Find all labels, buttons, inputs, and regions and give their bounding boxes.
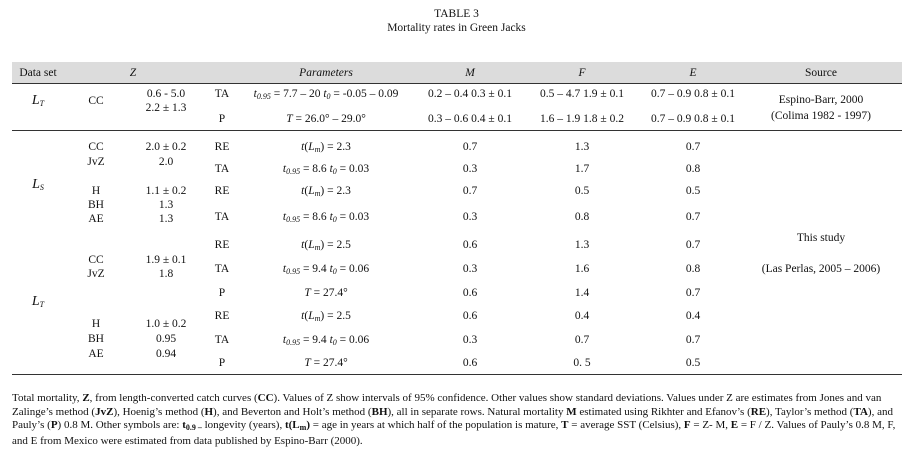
m-method: P [218,287,226,299]
parameter-value: T = 27.4° [304,287,348,299]
e-value: 0.7 – 0.9 0.8 ± 0.1 [651,88,735,100]
header-z: Z [129,67,137,79]
m-method: RE [214,239,230,251]
e-value: 0.5 [685,357,701,369]
f-value: 0.4 [574,310,590,322]
e-value: 0.7 [685,211,701,223]
e-value: 0.8 [685,163,701,175]
parameter-value: $t(L_m) = 2.5$ [301,239,351,252]
f-value: 0.7 [574,334,590,346]
source-text: (Las Perlas, 2005 – 2006) [761,263,881,275]
m-value: 0.3 [462,211,478,223]
parameter-value: $t_{0.95} = 9.4$ $t_0 = 0.06$ [282,334,370,347]
m-value: 0.3 [462,334,478,346]
m-method: RE [214,185,230,197]
parameter-value: $t_{0.95} = 9.4$ $t_0 = 0.06$ [282,263,370,276]
header-row [12,62,902,83]
method-label: AE [88,213,104,225]
data-set-label-lt-1: $L_T$ [31,93,45,108]
parameter-value: $t_{0.95} = 7.7 - 20$ $t_0 = -0.05 - 0.09$ [253,88,399,101]
z-value: 1.8 [158,268,174,280]
m-value: 0.7 [462,141,478,153]
header-m: M [465,67,475,79]
data-set-label-ls: $L_S$ [32,177,44,192]
parameter-value: $t_{0.95} = 8.6$ $t_0 = 0.03$ [282,163,370,176]
source-text: Espino-Barr, 2000 [778,94,864,106]
method-label: BH [88,199,104,211]
z-value: 0.94 [155,348,177,360]
e-value: 0.5 [685,185,701,197]
f-value: 1.3 [574,141,590,153]
header-parameters: Parameters [299,67,353,79]
method-label: H [91,185,101,197]
m-value: 0.3 [462,163,478,175]
method-label: JvZ [87,156,105,168]
source-text: This study [796,232,846,244]
z-value: 1.0 ± 0.2 [145,318,187,330]
parameter-value: T = 27.4° [304,357,348,369]
m-method: TA [214,211,230,223]
header-data-set: Data set [19,67,57,79]
header-e: E [689,67,697,79]
parameter-value: $t_{0.95} = 8.6$ $t_0 = 0.03$ [282,211,370,224]
e-value: 0.7 – 0.9 0.8 ± 0.1 [651,113,735,125]
bottom-rule [12,374,902,375]
m-method: RE [214,310,230,322]
header-source: Source [805,67,837,79]
e-value: 0.7 [685,141,701,153]
parameter-value: $t(L_m) = 2.3$ [301,141,351,154]
z-value: 0.6 - 5.0 [146,88,186,100]
z-value: 2.2 ± 1.3 [145,102,187,114]
e-value: 0.4 [685,310,701,322]
z-value: 0.95 [155,333,177,345]
data-set-label-lt-2: $L_T$ [31,294,45,309]
z-value: 2.0 [158,156,174,168]
table-title: Mortality rates in Green Jacks [387,22,526,34]
z-value: 1.1 ± 0.2 [145,185,187,197]
m-value: 0.6 [462,287,478,299]
f-value: 0.8 [574,211,590,223]
method-label: H [91,318,101,330]
group-rule [12,130,902,131]
m-value: 0.6 [462,357,478,369]
m-method: P [218,113,226,125]
method-label: CC [88,254,104,266]
parameter-value: T = 26.0° – 29.0° [286,113,366,125]
header-rule [12,83,902,84]
m-method: TA [214,88,230,100]
f-value: 0.5 [574,185,590,197]
e-value: 0.7 [685,334,701,346]
method-label: AE [88,348,104,360]
parameter-value: $t(L_m) = 2.5$ [301,310,351,323]
m-value: 0.7 [462,185,478,197]
f-value: 1.6 [574,263,590,275]
header-f: F [578,67,586,79]
m-method: RE [214,141,230,153]
z-value: 1.3 [158,199,174,211]
z-value: 2.0 ± 0.2 [145,141,187,153]
method-label: CC [88,95,104,107]
m-value: 0.6 [462,239,478,251]
table-footnote: Total mortality, Z, from length-converted catch curves (CC). Values of Z show intervals of 95% confidence. Other values show standard deviations. Values under Z are estimates from Jones and van Zalinge’s method (JvZ), Hoenig’s method (H), and Beverton and Holt’s method (BH), all in separate rows. Natural mortality M estimated using Rikhter and Efanov’s (RE), Taylor’s method (TA), and Pauly’s (P) 0.8 M. Other symbols are: $t_{0.9 -}$ longevity (years), $t(L_m)$ = age in years at which half of the population is mature, T = average SST (Celsius), F = Z- M, E = F / Z. Values of Pauly’s 0.8 M, F, and E from Mexico were estimated from data published by Espino-Barr (2000). [12,392,896,447]
m-method: P [218,357,226,369]
m-method: TA [214,163,230,175]
m-value: 0.3 [462,263,478,275]
m-value: 0.6 [462,310,478,322]
z-value: 1.3 [158,213,174,225]
table-number: TABLE 3 [434,8,479,20]
source-text: (Colima 1982 - 1997) [771,110,871,122]
z-value: 1.9 ± 0.1 [145,254,187,266]
f-value: 0. 5 [573,357,591,369]
f-value: 1.3 [574,239,590,251]
f-value: 1.6 – 1.9 1.8 ± 0.2 [540,113,624,125]
m-value: 0.3 – 0.6 0.4 ± 0.1 [428,113,512,125]
method-label: BH [88,333,104,345]
m-method: TA [214,334,230,346]
m-value: 0.2 – 0.4 0.3 ± 0.1 [428,88,512,100]
e-value: 0.7 [685,239,701,251]
method-label: JvZ [87,268,105,280]
f-value: 1.4 [574,287,590,299]
method-label: CC [88,141,104,153]
e-value: 0.8 [685,263,701,275]
f-value: 1.7 [574,163,590,175]
parameter-value: $t(L_m) = 2.3$ [301,185,351,198]
f-value: 0.5 – 4.7 1.9 ± 0.1 [540,88,624,100]
e-value: 0.7 [685,287,701,299]
m-method: TA [214,263,230,275]
